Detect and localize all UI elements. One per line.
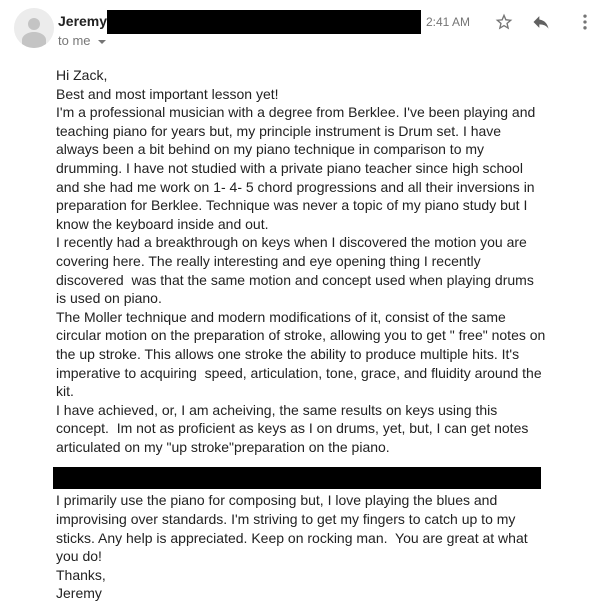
redacted-sender-email xyxy=(107,10,421,34)
redacted-text-line xyxy=(53,467,541,489)
email-header xyxy=(0,0,600,56)
person-icon xyxy=(14,8,54,48)
more-vert-icon xyxy=(575,12,595,32)
signature-closing: Thanks, xyxy=(56,566,106,583)
signature-name: Jeremy xyxy=(56,585,102,602)
body-paragraph: Hi Zack, xyxy=(56,67,108,83)
body-paragraph: I'm a professional musician with a degree from Berklee. I've been playing and teaching piano for years but, my principle instrument is Drum set. I have always been a bit behind on my piano technique in comparison to my drumming. I have not studied with a private piano teacher since high school and she had me work on 1- 4- 5 chord progressions and all their inversions in preparation for Berklee. Technique was never a topic of my piano study but I know the keyboard inside and out. xyxy=(56,104,540,232)
star-icon xyxy=(494,12,514,32)
reply-button[interactable] xyxy=(530,11,552,33)
star-button[interactable] xyxy=(493,11,515,33)
sender-name: Jeremy xyxy=(58,13,108,29)
email-body xyxy=(56,66,550,603)
reply-icon xyxy=(531,12,551,32)
body-paragraph: The Moller technique and modern modifications of it, consist of the same circular motion on the preparation of stroke, allowing you to get " free" notes on the up stroke. This allows one stroke the ability to produce multiple hits. It's imperative to acquiring speed, articulation, tone, grace, and fluidity around the kit. xyxy=(56,308,550,400)
body-paragraph: Best and most important lesson yet! xyxy=(56,85,279,102)
recipient-details-toggle[interactable] xyxy=(58,33,106,48)
sender-avatar[interactable] xyxy=(14,8,54,48)
body-paragraph: I have achieved, or, I am acheiving, the same results on keys using this concept. Im not as proficient as keys as I on drums, yet, but, I can get notes articulated on my "up stroke"preparation on the piano. xyxy=(56,401,533,455)
recipient-label: to me xyxy=(58,33,91,48)
chevron-down-icon xyxy=(98,40,106,44)
body-paragraph: I primarily use the piano for composing but, I love playing the blues and improvising over standards. I'm striving to get my fingers to catch up to my sticks. Any help is appreciated. Keep on rocking man. You are great at what you do! xyxy=(56,492,532,565)
body-paragraph: I recently had a breakthrough on keys when I discovered the motion you are covering here. The really interesting and eye opening thing I recently discovered was that the same motion and concept used when playing drums is used on piano. xyxy=(56,234,538,307)
more-options-button[interactable] xyxy=(574,11,596,33)
timestamp: 2:41 AM xyxy=(426,15,471,29)
